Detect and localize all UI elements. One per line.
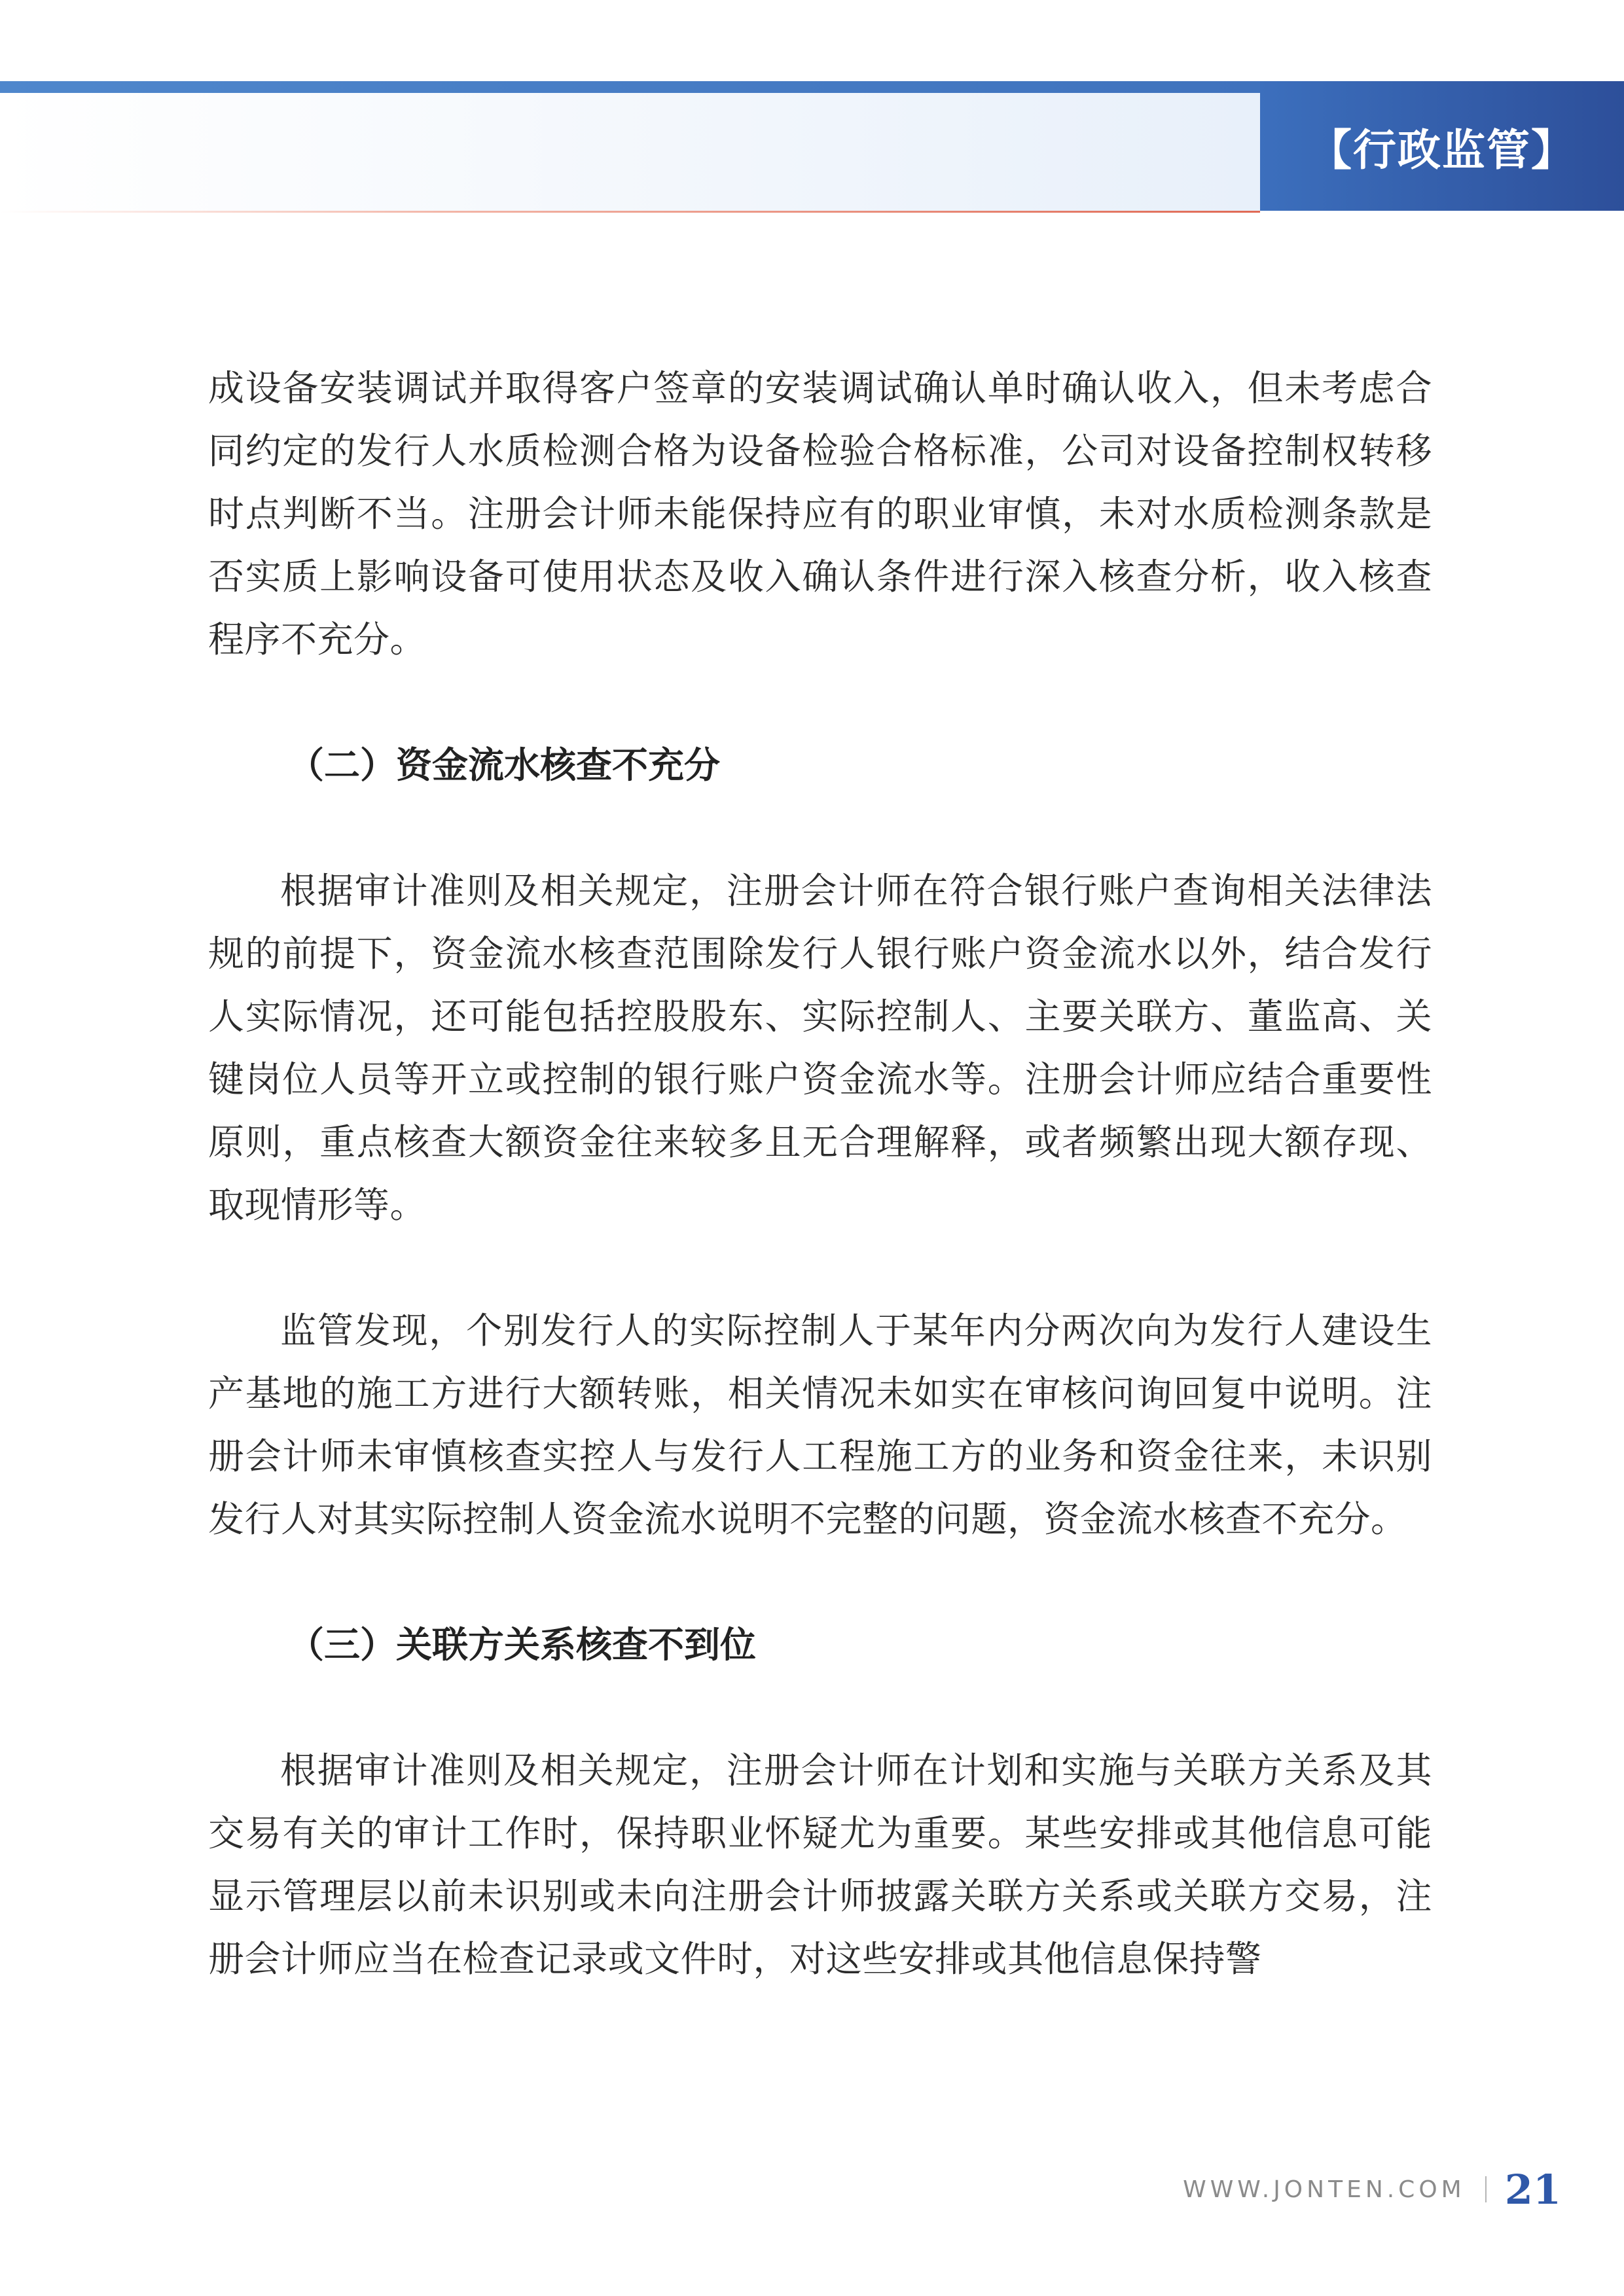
spacer: [208, 1676, 1432, 1739]
footer-website: WWW.JONTEN.COM: [1183, 2176, 1466, 2203]
paragraph-related-party-rules: 根据审计准则及相关规定，注册会计师在计划和实施与关联方关系及其交易有关的审计工作时，保持职业怀疑尤为重要。某些安排或其他信息可能显示管理层以前未识别或未向注册会计师披露关联方关系或关联方交易，注册会计师应当在检查记录或文件时，对这些安排或其他信息保持警: [208, 1749, 1432, 1980]
section-heading-2: （二）资金流水核查不充分: [288, 744, 721, 786]
section-tab: [1260, 81, 1624, 211]
header-accent-line: [0, 211, 1260, 213]
spacer: [208, 1551, 1432, 1613]
article-body: [208, 357, 1432, 1990]
page-number: 21: [1504, 2165, 1561, 2214]
page-footer: [1183, 2153, 1561, 2225]
spacer: [208, 1236, 1432, 1299]
section-label: 【行政监管】: [1308, 124, 1576, 175]
spacer: [208, 671, 1432, 734]
header-band: [0, 93, 1260, 211]
section-heading-3: （三）关联方关系核查不到位: [288, 1624, 757, 1666]
paragraph-fund-flow-rules: 根据审计准则及相关规定，注册会计师在符合银行账户查询相关法律法规的前提下，资金流水核查范围除发行人银行账户资金流水以外，结合发行人实际情况，还可能包括控股股东、实际控制人、主要关联方、董监高、关键岗位人员等开立或控制的银行账户资金流水等。注册会计师应结合重要性原则，重点核查大额资金往来较多且无合理解释，或者频繁出现大额存现、取现情形等。: [208, 870, 1432, 1226]
paragraph-fund-flow-finding: 监管发现，个别发行人的实际控制人于某年内分两次向为发行人建设生产基地的施工方进行大额转账，相关情况未如实在审核问询回复中说明。注册会计师未审慎核查实控人与发行人工程施工方的业务和资金往来，未识别发行人对其实际控制人资金流水说明不完整的问题，资金流水核查不充分。: [208, 1310, 1432, 1540]
footer-divider: [1485, 2176, 1487, 2202]
header-top-line: [0, 81, 1260, 93]
paragraph-continued: 成设备安装调试并取得客户签章的安装调试确认单时确认收入，但未考虑合同约定的发行人水质检测合格为设备检验合格标准，公司对设备控制权转移时点判断不当。注册会计师未能保持应有的职业审慎，未对水质检测条款是否实质上影响设备可使用状态及收入确认条件进行深入核查分析，收入核查程序不充分。: [208, 367, 1432, 660]
spacer: [208, 797, 1432, 859]
